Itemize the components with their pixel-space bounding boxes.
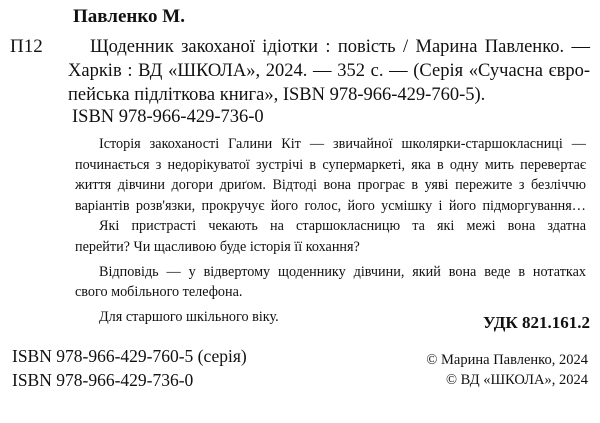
biblio-line-2: Харків : ВД «ШКОЛА», 2024. — 352 с. — (Серія «Сучасна євро-	[68, 61, 590, 81]
copyright-author: © Марина Павленко, 2024	[426, 352, 588, 368]
isbn-book: ISBN 978-966-429-736-0	[12, 370, 194, 390]
annotation-line: варіантів розв'язки, прокручує його голос, його усмішку і його підморгування…	[75, 197, 586, 214]
annotation-line: Відповідь — у відвертому щоденнику дівчини, який вона веде в нотатках	[99, 263, 586, 280]
annotation-line: починається з недорікуватої зустрічі в супермаркеті, яка в одну мить перевертає	[75, 156, 586, 173]
biblio-line-3: пейська підліткова книга», ISBN 978-966-429-760-5).	[68, 85, 486, 105]
biblio-line-1: Щоденник закоханої ідіотки : повість / Марина Павленко. —	[90, 37, 590, 57]
author-name: Павленко М.	[73, 6, 185, 27]
annotation-line: Які пристрасті чекають на старшокласницю та які межі вона здатна	[99, 218, 586, 235]
udk-code: УДК 821.161.2	[482, 313, 590, 332]
isbn-main: ISBN 978-966-429-736-0	[72, 107, 264, 127]
isbn-series: ISBN 978-966-429-760-5 (серія)	[12, 346, 247, 366]
annotation-line: перейти? Чи щасливою буде історія її кохання?	[75, 238, 360, 255]
classification-code: П12	[10, 36, 43, 57]
annotation-line: Для старшого шкільного віку.	[99, 308, 279, 325]
bibliographic-description	[68, 35, 590, 107]
annotation-line: Історія закоханості Галини Кіт — звичайної школярки-старшокласниці —	[99, 136, 586, 152]
annotation	[75, 134, 586, 327]
copyright-publisher: © ВД «ШКОЛА», 2024	[445, 372, 588, 388]
annotation-line: життя дівчини догори дриґом. Відтоді вона програє в уяві пережите з безліччю	[75, 177, 586, 194]
annotation-line: свого мобільного телефона.	[75, 284, 243, 301]
